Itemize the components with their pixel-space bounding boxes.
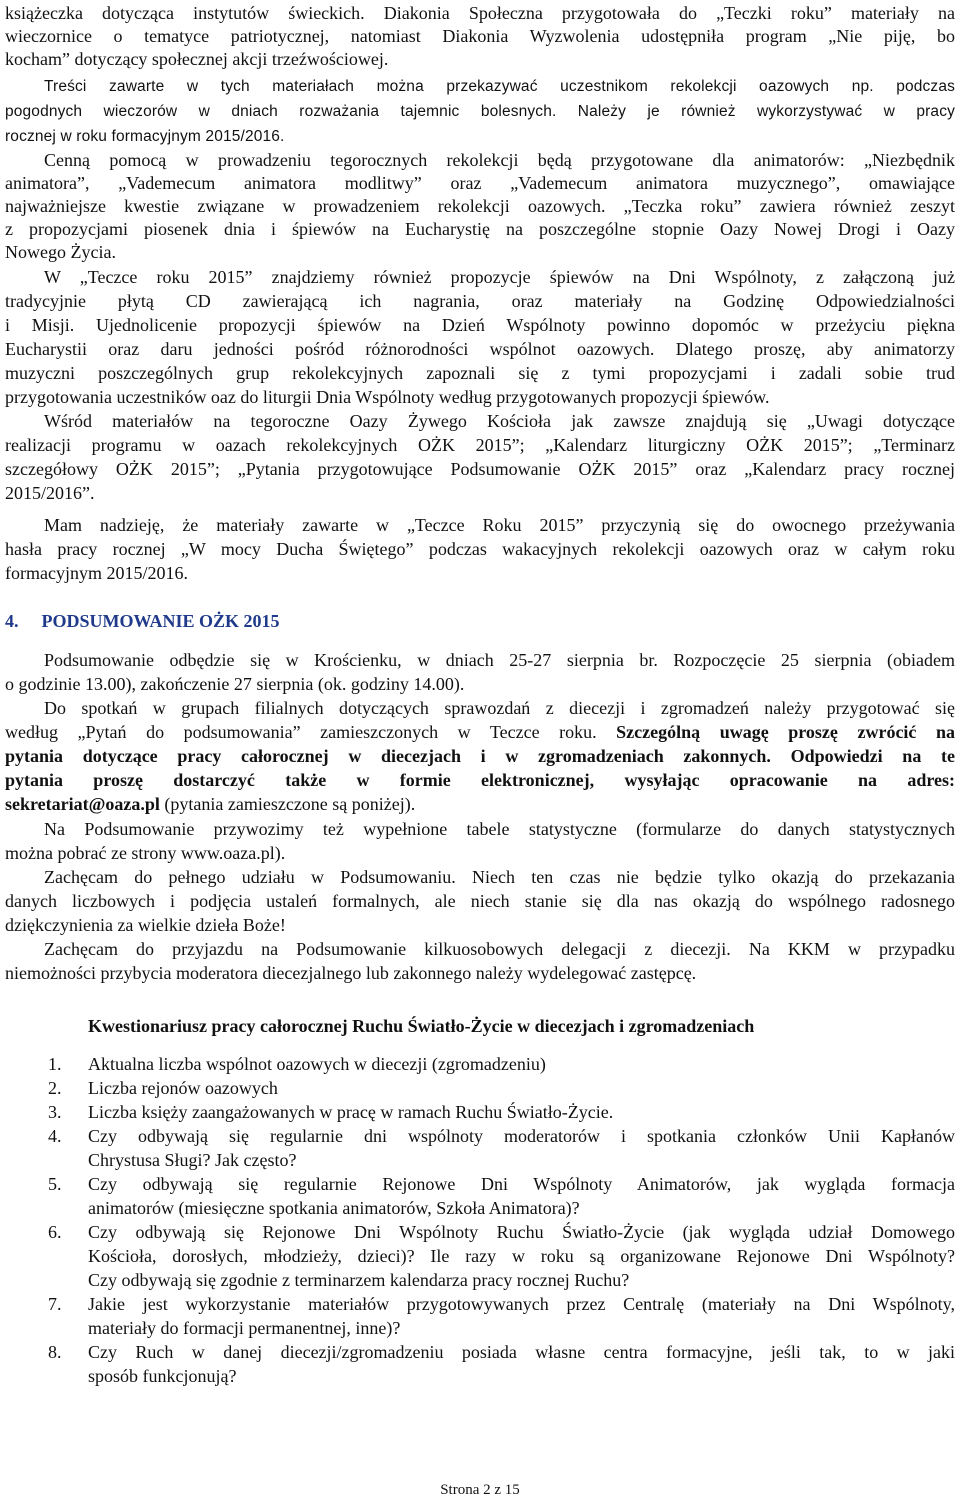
question-number: 8. — [48, 1342, 62, 1362]
question-number: 7. — [48, 1294, 62, 1314]
text-line: Na Podsumowanie przywozimy też wypełnione tabele statystyczne (formularze do danych statystycznych — [44, 819, 955, 839]
text-line: Zachęcam do pełnego udziału w Podsumowaniu. Niech ten czas nie będzie tylko okazją do przekazania — [44, 867, 955, 887]
text-line: tradycyjnie płytą CD zawierającą ich nagrania, oraz materiały na Godzinę Odpowiedzialności — [5, 291, 955, 311]
text-line: rocznej w roku formacyjnym 2015/2016. — [5, 128, 285, 145]
text-line: Do spotkań w grupach filialnych dotyczących sprawozdań z diecezji i zgromadzeń należy przygotować się — [44, 698, 955, 718]
question-text: Czy Ruch w danej diecezji/zgromadzeniu posiada własne centra formacyjne, jeśli tak, to w jaki — [88, 1342, 955, 1362]
text-line: kocham” dotyczący społecznej akcji trzeźwościowej. — [5, 49, 389, 69]
text-line — [5, 721, 955, 744]
text-line: można pobrać ze strony www.oaza.pl). — [5, 843, 286, 863]
text-line: formacyjnym 2015/2016. — [5, 563, 188, 583]
text-line: pytania proszę dostarczyć także w formie elektronicznej, wysyłając opracowanie na adres: — [5, 770, 955, 790]
bold-text: Odpowiedzi na te — [790, 746, 955, 766]
question-text: sposób funkcjonują? — [88, 1366, 237, 1386]
text-line: Cenną pomocą w prowadzeniu tegorocznych rekolekcji będą przygotowane dla animatorów: „Niezbędnik — [44, 150, 955, 170]
question-text: Czy odbywają się regularnie Rejonowe Dni Wspólnoty Animatorów, jak wygląda formacja — [88, 1174, 955, 1194]
text-line: najważniejsze kwestie związane w prowadzeniem rekolekcji oazowych. „Teczka roku” zawiera również zeszyt — [5, 196, 955, 216]
page-number: Strona 2 z 15 — [440, 1482, 520, 1498]
question-text: Chrystusa Sługi? Jak często? — [88, 1150, 297, 1170]
email-address: sekretariat@oaza.pl — [5, 794, 160, 814]
text-span: (pytania zamieszczone są poniżej). — [159, 794, 416, 814]
question-text: Aktualna liczba wspólnot oazowych w diecezji (zgromadzeniu) — [88, 1054, 546, 1074]
questionnaire-title: Kwestionariusz pracy całorocznej Ruchu Światło-Życie w diecezjach i zgromadzeniach — [88, 1016, 755, 1036]
text-line: książeczka dotycząca instytutów świeckich. Diakonia Społeczna przygotowała do „Teczki roku” materiały na — [5, 3, 955, 23]
text-line: 2015/2016”. — [5, 483, 95, 503]
text-line — [5, 793, 415, 816]
text-line: o godzinie 13.00), zakończenie 27 sierpnia (ok. godziny 14.00). — [5, 674, 465, 694]
text-line: szczegółowy OŻK 2015”; „Pytania przygotowujące Podsumowanie OŻK 2015” oraz „Kalendarz pracy rocznej — [5, 459, 955, 479]
text-line: pogodnych wieczorów w dniach rozważania tajemnic bolesnych. Należy je również wykorzystywać w pracy — [5, 103, 955, 120]
question-number: 6. — [48, 1222, 62, 1242]
text-line: animatora”, „Vademecum animatora modlitwy” oraz „Vademecum animatora muzycznego”, omawiające — [5, 173, 955, 193]
text-line: Podsumowanie odbędzie się w Krościenku, w dniach 25-27 sierpnia br. Rozpoczęcie 25 sierpnia (obiadem — [44, 650, 955, 670]
text-line: Zachęcam do przyjazdu na Podsumowanie kilkuosobowych delegacji z diecezji. Na KKM w przypadku — [44, 939, 955, 959]
question-number: 5. — [48, 1174, 62, 1194]
text-line: Mam nadzieję, że materiały zawarte w „Teczce Roku 2015” przyczynią się do owocnego przeżywania — [44, 515, 955, 535]
question-text: animatorów (miesięczne spotkania animatorów, Szkoła Animatora)? — [88, 1198, 580, 1218]
text-line: niemożności przybycia moderatora diecezjalnego lub zakonnego należy wydelegować zastępcę. — [5, 963, 697, 983]
text-line: danych liczbowych i podjęcia ustaleń formalnych, ale niech stanie się dla nas okazją do wspólnego radosnego — [5, 891, 955, 911]
question-text: Jakie jest wykorzystanie materiałów przygotowywanych przez Centralę (materiały na Dni Wspólnoty, — [88, 1294, 955, 1314]
question-number: 1. — [48, 1054, 62, 1074]
text-line: Eucharystii oraz daru jedności pośród różnorodności wspólnot oazowych. Dlatego proszę, aby animatorzy — [5, 339, 955, 359]
bold-text: Szczególną uwagę proszę zwrócić na — [616, 722, 955, 742]
question-text: Czy odbywają się Rejonowe Dni Wspólnoty Ruchu Światło-Życie (jak wygląda udział Domowego — [88, 1222, 955, 1242]
text-line: wieczornice o tematyce patriotycznej, natomiast Diakonia Wyzwolenia udostępniła program „Nie piję, bo — [5, 26, 955, 46]
section-heading — [5, 610, 280, 633]
question-text: materiały do formacji permanentnej, inne)? — [88, 1318, 401, 1338]
question-text: Liczba księży zaangażowanych w pracę w ramach Ruchu Światło-Życie. — [88, 1102, 614, 1122]
text-line: hasła pracy rocznej „W mocy Ducha Świętego” podczas wakacyjnych rekolekcji oazowych oraz w całym roku — [5, 539, 955, 559]
text-line: realizacji programu w oazach rekolekcyjnych OŻK 2015”; „Kalendarz liturgiczny OŻK 2015”; „Terminarz — [5, 435, 955, 455]
text-line: przygotowania uczestników oaz do liturgii Dnia Wspólnoty według przygotowanych propozycji śpiewów. — [5, 387, 770, 407]
text-line — [5, 745, 955, 768]
question-text: Kościoła, dorosłych, młodzieży, dzieci)? Ile razy w roku są organizowane Rejonowe Dni Wspólnoty? — [88, 1246, 955, 1266]
text-line: Wśród materiałów na tegoroczne Oazy Żywego Kościoła jak zawsze znajdują się „Uwagi dotyczące — [44, 411, 955, 431]
text-line: dziękczynienia za wielkie dzieła Boże! — [5, 915, 286, 935]
question-text: Liczba rejonów oazowych — [88, 1078, 278, 1098]
section-number: 4. — [5, 611, 19, 631]
text-line: z propozycjami piosenek dnia i śpiewów na Eucharystię na poszczególne stopnie Oazy Nowej Drogi i Oazy — [5, 219, 955, 239]
question-number: 4. — [48, 1126, 62, 1146]
bold-text: pytania dotyczące pracy całorocznej w diecezjach i w zgromadzeniach zakonnych. — [5, 746, 791, 766]
text-span: według „Pytań do podsumowania” zamieszczonych w Teczce roku. — [5, 722, 617, 742]
text-line: Nowego Życia. — [5, 242, 116, 262]
text-line: muzyczni poszczególnych grup rekolekcyjnych zapoznali się z tymi propozycjami i zadali sobie trud — [5, 363, 955, 383]
question-text: Czy odbywają się regularnie dni wspólnoty moderatorów i spotkania członków Unii Kapłanów — [88, 1126, 955, 1146]
text-line: Treści zawarte w tych materiałach można przekazywać uczestnikom rekolekcji oazowych np. podczas — [44, 78, 955, 95]
text-line: i Misji. Ujednolicenie propozycji śpiewów na Dzień Wspólnoty powinno dopomóc w przeżyciu piękna — [5, 315, 955, 335]
question-number: 2. — [48, 1078, 62, 1098]
question-number: 3. — [48, 1102, 62, 1122]
question-text: Czy odbywają się zgodnie z terminarzem kalendarza pracy rocznej Ruchu? — [88, 1270, 630, 1290]
text-line: W „Teczce roku 2015” znajdziemy również propozycje śpiewów na Dni Wspólnoty, z załączoną już — [44, 267, 955, 287]
section-title: PODSUMOWANIE OŻK 2015 — [41, 611, 280, 631]
